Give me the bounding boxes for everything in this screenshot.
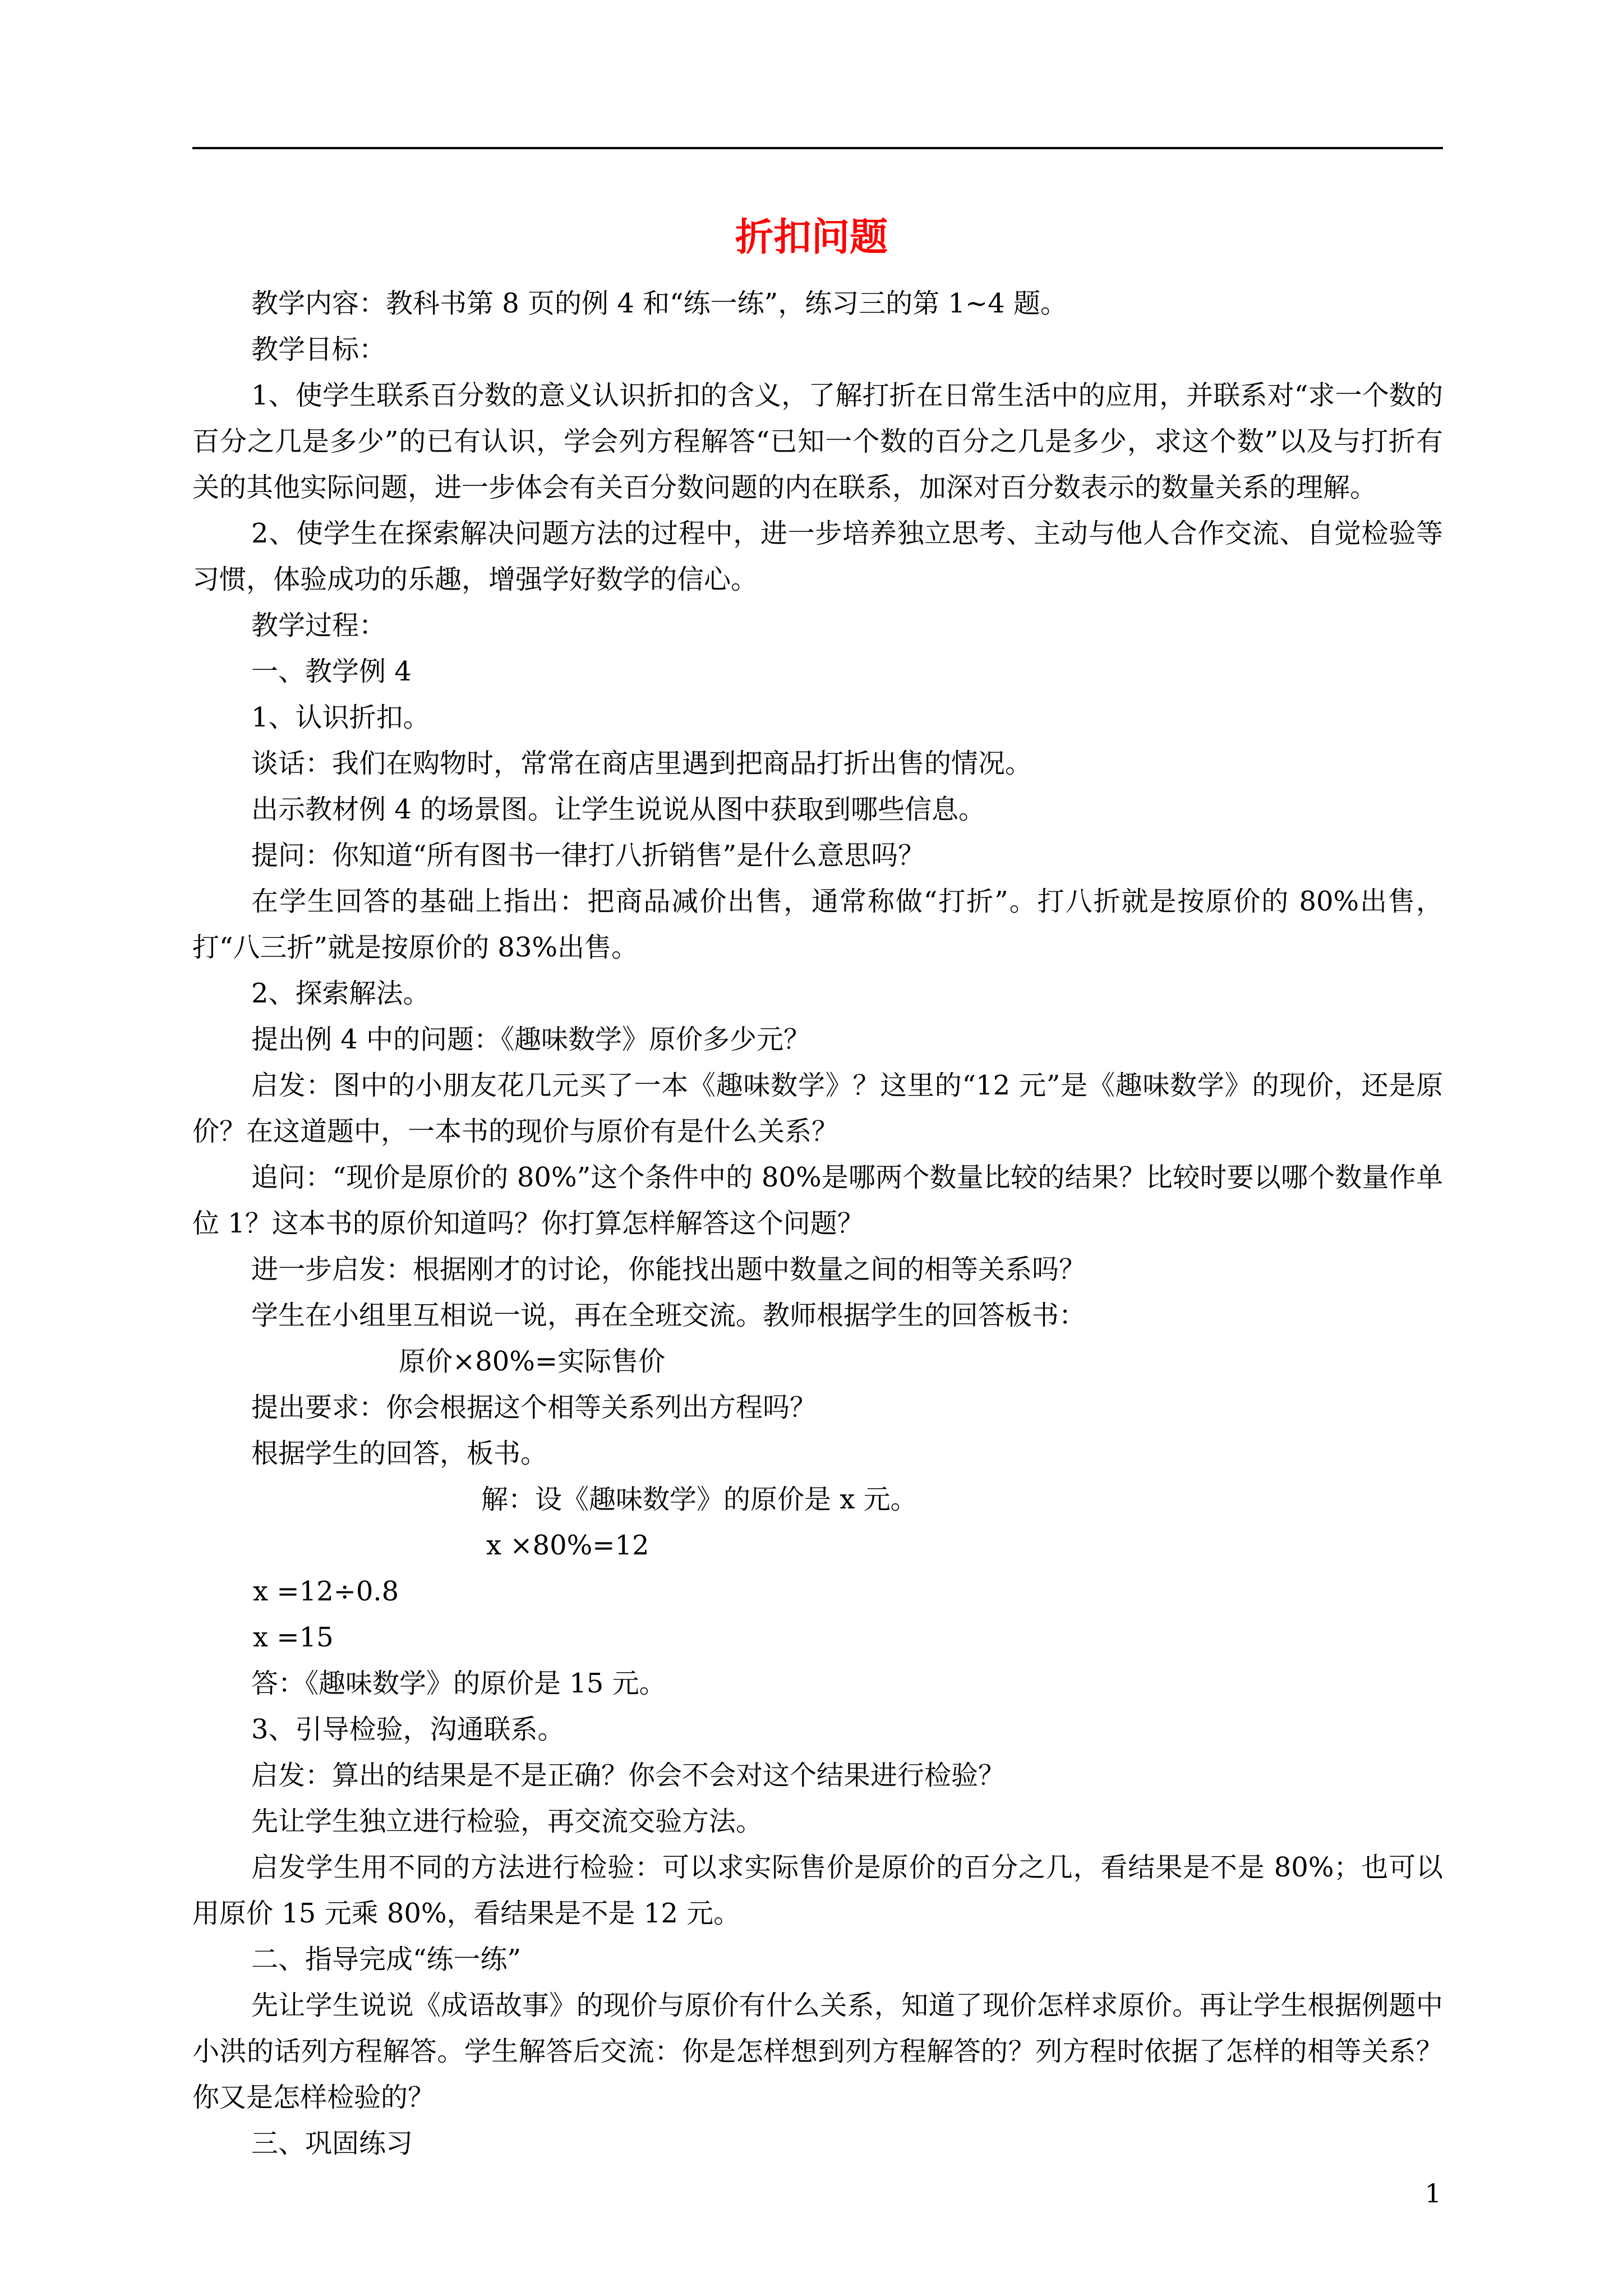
paragraph: 启发：图中的小朋友花几元买了一本《趣味数学》？这里的“12 元”是《趣味数学》的现价，还是原价？在这道题中，一本书的现价与原价有是什么关系？ — [192, 1070, 1443, 1147]
paragraph: 追问：“现价是原价的 80%”这个条件中的 80%是哪两个数量比较的结果？比较时要以哪个数量作单位 1？这本书的原价知道吗？你打算怎样解答这个问题？ — [192, 1162, 1443, 1239]
paragraph: 启发：算出的结果是不是正确？你会不会对这个结果进行检验？ — [251, 1760, 1006, 1791]
paragraph: 先让学生说说《成语故事》的现价与原价有什么关系，知道了现价怎样求原价。再让学生根据例题中小洪的话列方程解答。学生解答后交流：你是怎样想到列方程解答的？列方程时依据了怎样的相等关系？你又是怎样检验的？ — [192, 1990, 1443, 2113]
paragraph: 提出要求：你会根据这个相等关系列出方程吗？ — [251, 1392, 817, 1423]
paragraph: 谈话：我们在购物时，常常在商店里遇到把商品打折出售的情况。 — [251, 748, 1032, 779]
section-2-heading: 二、指导完成“练一练” — [251, 1944, 522, 1975]
document-body — [192, 280, 1443, 2166]
goal-1: 1、使学生联系百分数的意义认识折扣的含义，了解打折在日常生活中的应用，并联系对“求一个数的百分之几是多少”的已有认识，学会列方程解答“已知一个数的百分之几是多少，求这个数”以及与打折有关的其他实际问题，进一步体会有关百分数问题的内在联系，加深对百分数表示的数量关系的理解。 — [192, 380, 1443, 503]
paragraph: 启发学生用不同的方法进行检验：可以求实际售价是原价的百分之几，看结果是不是 80%；也可以用原价 15 元乘 80%，看结果是不是 12 元。 — [192, 1852, 1443, 1929]
teaching-content: 教学内容：教科书第 8 页的例 4 和“练一练”，练习三的第 1~4 题。 — [251, 288, 1068, 319]
paragraph: 先让学生独立进行检验，再交流交验方法。 — [251, 1806, 763, 1837]
paragraph: 进一步启发：根据刚才的讨论，你能找出题中数量之间的相等关系吗？ — [251, 1254, 1086, 1285]
solution-let: 解：设《趣味数学》的原价是 x 元。 — [481, 1484, 917, 1515]
solution-result: x =15 — [253, 1622, 334, 1653]
solution-step: x =12÷0.8 — [253, 1576, 399, 1607]
paragraph: 学生在小组里互相说一说，再在全班交流。教师根据学生的回答板书： — [251, 1300, 1086, 1331]
solution-equation: x ×80%=12 — [486, 1530, 649, 1561]
board-equation: 原价×80%=实际售价 — [399, 1346, 666, 1377]
goal-2: 2、使学生在探索解决问题方法的过程中，进一步培养独立思考、主动与他人合作交流、自觉检验等习惯，体验成功的乐趣，增强学好数学的信心。 — [192, 518, 1443, 595]
step-1-heading: 1、认识折扣。 — [251, 702, 430, 733]
answer: 答：《趣味数学》的原价是 15 元。 — [251, 1668, 666, 1699]
paragraph: 提出例 4 中的问题：《趣味数学》原价多少元？ — [251, 1024, 811, 1055]
teaching-goals-heading: 教学目标： — [251, 334, 386, 365]
paragraph: 根据学生的回答，板书。 — [251, 1438, 548, 1469]
teaching-process-heading: 教学过程： — [251, 610, 386, 641]
document-title: 折扣问题 — [735, 215, 888, 260]
section-1-heading: 一、教学例 4 — [251, 656, 412, 687]
page-number: 1 — [1424, 2178, 1441, 2208]
paragraph: 出示教材例 4 的场景图。让学生说说从图中获取到哪些信息。 — [251, 794, 986, 825]
section-3-heading: 三、巩固练习 — [251, 2128, 413, 2159]
header-rule — [192, 147, 1443, 149]
step-3-heading: 3、引导检验，沟通联系。 — [251, 1714, 565, 1745]
paragraph: 在学生回答的基础上指出：把商品减价出售，通常称做“打折”。打八折就是按原价的 80%出售，打“八三折”就是按原价的 83%出售。 — [192, 886, 1443, 963]
step-2-heading: 2、探索解法。 — [251, 978, 430, 1009]
paragraph: 提问：你知道“所有图书一律打八折销售”是什么意思吗？ — [251, 840, 925, 871]
